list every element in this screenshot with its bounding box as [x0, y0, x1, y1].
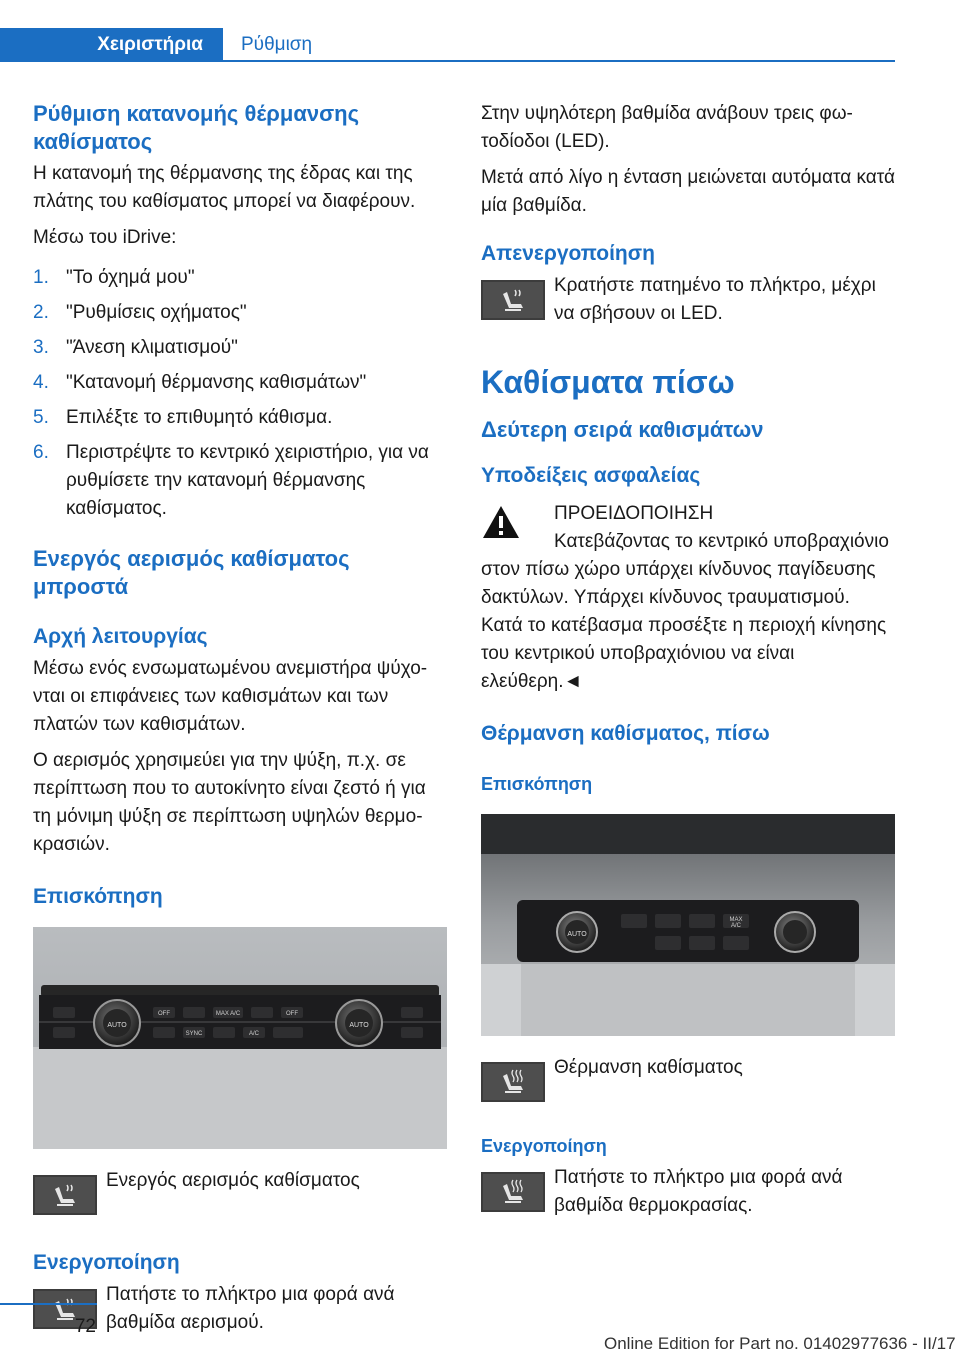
heading-safety: Υποδείξεις ασφαλείας	[481, 464, 701, 487]
header-divider	[223, 60, 895, 62]
list-item: 4. "Κατανομή θέρμανσης καθισμάτων"	[33, 372, 367, 393]
page-header	[0, 28, 960, 62]
paragraph-led: Στην υψηλότερη βαθμίδα ανάβουν τρεις φωτοδίοδοι (LED).	[481, 103, 853, 152]
right-column	[481, 100, 895, 1228]
heating-caption: Θέρμανση καθίσματος	[554, 1057, 743, 1078]
section-tab-settings: Ρύθμιση	[241, 34, 313, 55]
heating-activation-row	[481, 1164, 895, 1228]
svg-text:AUTO: AUTO	[349, 1022, 369, 1029]
svg-text:SYNC: SYNC	[185, 1031, 203, 1037]
rear-climate-panel-photo	[481, 814, 895, 1036]
seat-ventilation-button-icon	[33, 1175, 97, 1215]
seat-heating-button-icon	[481, 1172, 545, 1212]
section-tab-controls: Χειριστήρια	[0, 28, 223, 62]
page-number: 72	[74, 1316, 96, 1337]
svg-text:A/C: A/C	[248, 1031, 260, 1037]
ventilation-caption: Ενεργός αερισμός καθίσματος	[106, 1170, 360, 1191]
heating-activation-text: Πατήστε το πλήκτρο μια φορά ανά βαθμίδα θερμοκρασίας.	[554, 1167, 843, 1216]
warning-text: στον πίσω χώρο υπάρχει κίνδυνος παγίδευσης δακτύλων. Υπάρχει κίνδυνος τραυματισμού. Κατά το κατέβασμα προσέξτε η περιοχή κίνησης του κεντρικού υποβραχιόνιου να είναι ελεύθερη.◄	[481, 559, 887, 692]
heading-second-row: Δεύτερη σειρά καθισμάτων	[481, 417, 764, 442]
heading-overview-rear: Επισκόπηση	[481, 774, 593, 794]
footer-divider	[0, 1303, 97, 1305]
deactivation-button-row	[481, 272, 895, 336]
heading-deactivation: Απενεργοποίηση	[481, 242, 655, 265]
paragraph-via-idrive: Μέσω του iDrive:	[33, 227, 177, 248]
heading-distribution: Ρύθμιση κατανομής θέρμανσης καθίσματος	[33, 101, 360, 154]
heading-rear-heating: Θέρμανση καθίσματος, πίσω	[481, 722, 770, 745]
idrive-steps-list	[33, 264, 447, 523]
seat-heating-button-icon	[481, 1062, 545, 1102]
paragraph-ventilation: Ο αερισμός χρησιμεύει για την ψύξη, π.χ. σε περίπτωση που το αυτοκίνητο είναι ζεστό ή για τη μόνιμη ψύξη σε περίπτωση υψηλών θερμοκρασιών.	[33, 750, 426, 855]
front-climate-panel-photo	[33, 927, 447, 1149]
heading-overview: Επισκόπηση	[33, 885, 163, 908]
heading-principle: Αρχή λειτουργίας	[33, 625, 208, 648]
warning-first-line: Κατεβάζοντας το κεντρικό υποβραχιόνιο	[554, 531, 889, 552]
paragraph-distribution: Η κατανομή της θέρμανσης της έδρας και της πλάτης του καθίσματος μπορεί να διαφέρουν.	[33, 163, 416, 212]
warning-block	[481, 500, 895, 696]
heading-rear-seats: Καθίσματα πίσω	[481, 364, 735, 400]
paragraph-auto-reduce: Μετά από λίγο η ένταση μειώνεται αυτόματα κατά μία βαθμίδα.	[481, 167, 895, 216]
heating-button-row	[481, 1054, 895, 1118]
svg-text:AUTO: AUTO	[107, 1022, 127, 1029]
ventilation-button-row	[33, 1167, 447, 1231]
svg-text:MAX: MAX	[729, 917, 743, 923]
heading-activation: Ενεργοποίηση	[33, 1251, 180, 1274]
svg-text:OFF: OFF	[286, 1011, 298, 1017]
deactivation-text: Κρατήστε πατημένο το πλήκτρο, μέχρι να σβήσουν οι LED.	[554, 275, 876, 324]
heading-activation-rear: Ενεργοποίηση	[481, 1136, 607, 1156]
list-item: 3. "Άνεση κλιματισμού"	[33, 337, 238, 358]
list-item: 1. "Το όχημά μου"	[33, 267, 195, 288]
list-item: 5. Επιλέξτε το επιθυμητό κάθισμα.	[33, 407, 333, 428]
svg-text:MAX A/C: MAX A/C	[215, 1011, 241, 1017]
heading-active-ventilation: Ενεργός αερισμός καθίσματος μπροστά	[33, 546, 350, 599]
warning-title: ΠΡΟΕΙΔΟΠΟΙΗΣΗ	[554, 503, 714, 524]
list-item: 6. Περιστρέψτε το κεντρικό χειριστήριο, για να ρυθμίσετε την κατανομή θέρμανσης καθίσματος.	[33, 442, 429, 519]
seat-ventilation-button-icon	[481, 280, 545, 320]
warning-triangle-icon	[481, 504, 521, 540]
svg-text:A/C: A/C	[730, 923, 742, 929]
paragraph-principle: Μέσω ενός ενσωματωμένου ανεμιστήρα ψύχονται οι επιφάνειες των καθισμάτων και των πλατών των καθισμάτων.	[33, 658, 428, 735]
list-item: 2. "Ρυθμίσεις οχήματος"	[33, 302, 247, 323]
edition-note: Online Edition for Part no. 01402977636 - II/17	[604, 1334, 956, 1353]
svg-text:OFF: OFF	[158, 1011, 170, 1017]
left-column	[33, 100, 447, 1345]
activation-text: Πατήστε το πλήκτρο μια φορά ανά βαθμίδα αερισμού.	[106, 1284, 395, 1333]
svg-text:AUTO: AUTO	[567, 931, 587, 938]
